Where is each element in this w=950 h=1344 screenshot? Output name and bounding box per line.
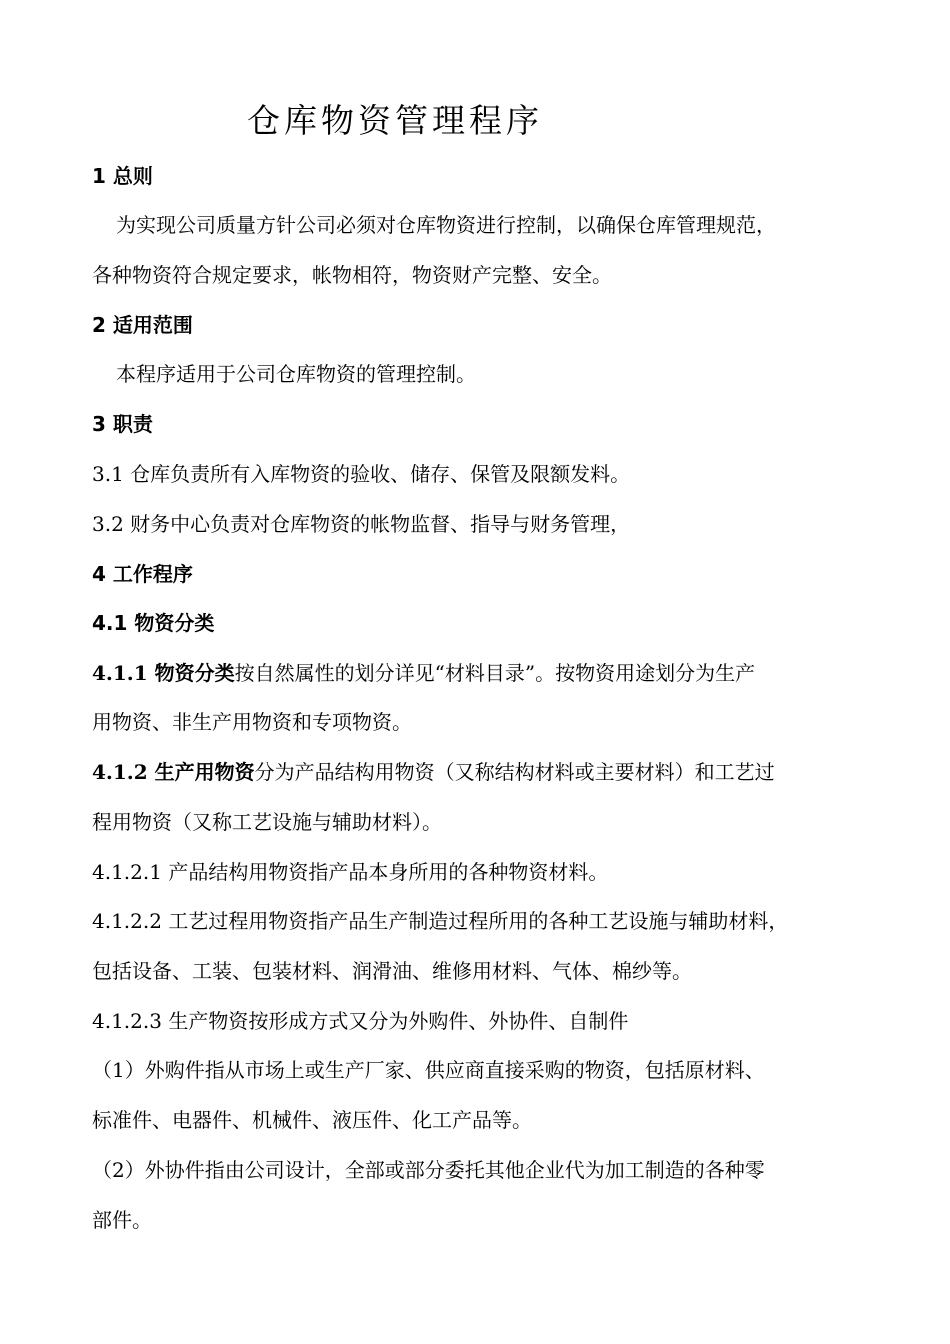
section-4-1-2-1-text: 4.1.2.1 产品结构用物资指产品本身所用的各种物资材料。: [92, 860, 609, 884]
section-4-1-2-2-line-2: 包括设备、工装、包装材料、润滑油、维修用材料、气体、棉纱等。: [92, 959, 692, 983]
list-item-1-line-2: 标准件、电器件、机械件、液压件、化工产品等。: [92, 1108, 532, 1132]
section-4-1-2-text: 分为产品结构用物资（又称结构材料或主要材料）和工艺过: [254, 760, 775, 784]
section-2-paragraph: 本程序适用于公司仓库物资的管理控制。: [116, 362, 476, 386]
list-item-2-line-1: （2）外协件指由公司设计，全部或部分委托其他企业代为加工制造的各种零: [92, 1158, 765, 1182]
section-3-2-text: 3.2 财务中心负责对仓库物资的帐物监督、指导与财务管理，: [92, 512, 631, 536]
list-item-2-line-2: 部件。: [92, 1208, 152, 1232]
section-4-1-1-line-1: [92, 663, 755, 683]
list-item-1-line-1: （1）外购件指从市场上或生产厂家、供应商直接采购的物资，包括原材料、: [92, 1058, 765, 1082]
document-title: 仓库物资管理程序: [247, 101, 543, 140]
section-4-1-2-3-text: 4.1.2.3 生产物资按形成方式又分为外购件、外协件、自制件: [92, 1009, 629, 1033]
section-4-1-1-lead: 4.1.1 物资分类: [92, 661, 235, 685]
section-4-1-1-line-2: 用物资、非生产用物资和专项物资。: [92, 710, 412, 734]
section-4-1-1-text: 按自然属性的划分详见“材料目录”。按物资用途划分为生产: [234, 661, 756, 685]
section-4-1-2-lead: 4.1.2 生产用物资: [92, 760, 255, 784]
section-3-1-text: 3.1 仓库负责所有入库物资的验收、储存、保管及限额发料。: [92, 462, 631, 486]
section-1-heading: 1 总则: [92, 164, 153, 188]
section-3-heading: 3 职责: [92, 412, 153, 436]
section-4-heading: 4 工作程序: [92, 562, 193, 586]
section-1-paragraph-line-2: 各种物资符合规定要求，帐物相符，物资财产完整、安全。: [92, 263, 612, 287]
section-4-1-2-line-1: [92, 762, 775, 782]
section-4-1-2-line-2: 程用物资（又称工艺设施与辅助材料）。: [92, 810, 442, 834]
section-2-heading: 2 适用范围: [92, 313, 193, 337]
section-1-paragraph-line-1: 为实现公司质量方针公司必须对仓库物资进行控制，以确保仓库管理规范，: [116, 213, 776, 237]
section-4-1-heading: 4.1 物资分类: [92, 611, 215, 635]
section-4-1-2-2-line-1: 4.1.2.2 工艺过程用物资指产品生产制造过程所用的各种工艺设施与辅助材料，: [92, 909, 789, 933]
